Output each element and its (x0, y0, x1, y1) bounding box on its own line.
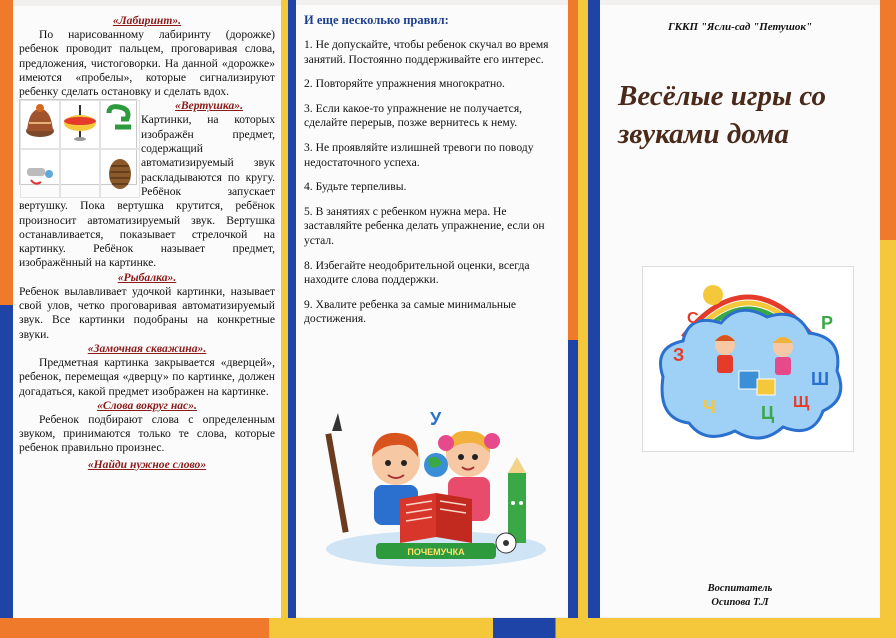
letter-s: С (687, 310, 699, 327)
right-yellow-strip (880, 240, 896, 618)
letter-shch: Щ (793, 394, 810, 411)
letter-ch: Ч (703, 397, 716, 417)
kindergarten-name: ГККП "Ясли-сад "Петушок" (667, 21, 813, 33)
keyhole-text: Предметная картинка закрывается «дверцей», ребенок, перемещая «дверцу» по картинке, должен догадаться, какой предмет изображен на картинке. (19, 355, 275, 398)
cover-title (618, 77, 868, 153)
bottom-strip (0, 618, 896, 638)
kids-reading-illustration (318, 403, 550, 569)
rules-title: И еще несколько правил: (304, 13, 449, 27)
middle-panel (296, 5, 568, 617)
divider-2-blue (568, 340, 578, 618)
svg-text:У: У (430, 409, 442, 429)
left-panel (13, 6, 281, 618)
author-name: Осипова Т.Л (711, 597, 769, 608)
right-orange-strip (880, 0, 896, 240)
rybalka-title: «Рыбалка». (117, 270, 177, 284)
letter-z: З (673, 345, 685, 365)
letter-sh: Ш (811, 369, 830, 389)
labyrinth-text: По нарисованному лабиринту (дорожке) ребенок проводит пальцем, проговаривая слова, предложения, чистоговорки. На данной «дорожке» имеются «пробелы», которые сигнализируют ребенку сделать остановку и сделать вдох. (19, 28, 275, 99)
cover-title-line-2: звуками дома (618, 118, 790, 150)
vertushka-title: «Вертушка». (175, 99, 243, 113)
vertushka-section (19, 99, 275, 270)
rybalka-text: Ребенок вылавливает удочкой картинки, называет свой улов, четко проговаривая автоматизируемый звук. Все картинки подобраны на конкретные звуки. (19, 284, 275, 341)
rule-item: 1. Не допускайте, чтобы ребенок скучал во время занятий. Постоянно поддерживайте его интерес. (304, 38, 549, 66)
letter-ts: Ц (761, 403, 775, 423)
divider-2-yellow (578, 0, 588, 618)
divider-2-orange (568, 0, 578, 340)
divider-2-blue-b (588, 0, 600, 618)
divider-1-blue (288, 0, 296, 618)
labyrinth-title: «Лабиринт». (112, 14, 182, 27)
letters-cloud-illustration (643, 267, 853, 451)
vertushka-text: Картинки, на которых изображён предмет, содержащий автоматизируемый звук раскладываются по кругу. Ребёнок запускает вертушку. Пока вертушка крутится, ребёнок произносит автоматизируемый звук. Вертушка останавливается, показывает стрелочкой на картинку. Ребёнок называет предмет, изображённый на картинке. (19, 113, 275, 270)
words-around-title: «Слова вокруг нас». (97, 398, 197, 412)
left-blue-strip (0, 305, 13, 638)
words-around-text: Ребенок подбирают слова с определенным звуком, принимаются только те слова, которые ребенок правильно произнес. (19, 412, 275, 455)
keyhole-title: «Замочная скважина». (87, 341, 207, 355)
rule-item: 9. Хвалите ребенка за самые минимальные достижения. (304, 297, 517, 326)
divider-1-yellow (281, 0, 288, 618)
author-role: Воспитатель (707, 583, 773, 594)
rule-item: 2. Повторяйте упражнения многократно. (304, 77, 505, 91)
letter-r: Р (821, 313, 834, 333)
book-banner-text: ПОЧЕМУЧКА (407, 547, 465, 557)
letters-cloud-picture (642, 266, 854, 452)
cover-title-line-1: Весёлые игры со (618, 80, 827, 112)
find-word-title: «Найди нужное слово» (87, 457, 207, 471)
rule-item: 8. Избегайте неодобрительной оценки, всегда находите слова поддержки. (304, 258, 530, 287)
rule-item: 3. Если какое-то упражнение не получается, сделайте перерыв, позже вернитесь к нему. (304, 101, 523, 130)
rule-item: 5. В занятиях с ребенком нужна мера. Не заставляйте ребенка делать упражнение, если он устал. (304, 204, 545, 247)
left-orange-strip (0, 0, 13, 305)
cover-panel (600, 5, 880, 617)
vertushka-image (19, 99, 137, 185)
rule-item: 3. Не проявляйте излишней тревоги по поводу недостаточного успеха. (304, 140, 534, 169)
rule-item: 4. Будьте терпеливы. (304, 180, 407, 194)
